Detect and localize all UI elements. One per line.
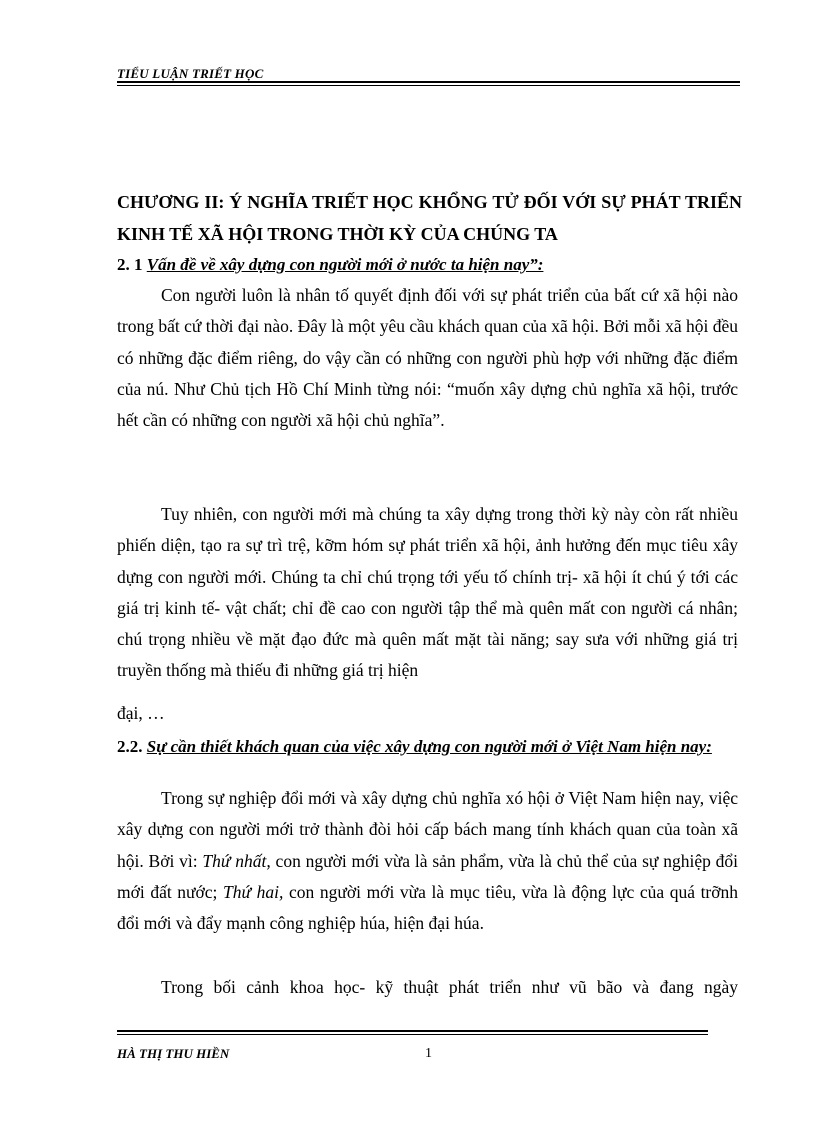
footer-author: HÀ THỊ THU HIỀN [117, 1046, 230, 1061]
section-2-paragraph-1 [117, 783, 738, 939]
section-2-emphasis-second: Thứ hai, [223, 881, 284, 902]
section-2-heading [117, 737, 742, 756]
section-2-title: Sự cần thiết khách quan của việc xây dựng con người mới ở Việt Nam hiện nay: [146, 737, 712, 756]
footer-rule [117, 1030, 708, 1032]
section-1-paragraph-1: Con người luôn là nhân tố quyết định đối với sự phát triển của bất cứ xã hội nào trong bất cứ thời đại nào. Đây là một yêu cầu khách quan của xã hội. Bởi mỗi xã hội đều có những đặc điểm riêng, do vậy cần có những con người phù hợp với những đặc điểm của nú. Như Chủ tịch Hồ Chí Minh từng nói: “muốn xây dựng chủ nghĩa xã hội, trước hết cần có những con người xã hội chủ nghĩa”. [117, 285, 738, 431]
section-2-paragraph-1-part-c: con người mới vừa là mục tiêu, vừa là động lực của quá trỡnh đổi mới và đẩy mạnh công nghiệp húa, hiện đại húa. [117, 881, 739, 934]
header-title: TIỂU LUẬN TRIẾT HỌC [117, 66, 264, 81]
section-1-paragraph-2-end: đại, … [117, 703, 165, 723]
chapter-title: CHƯƠNG II: Ý NGHĨA TRIẾT HỌC KHỔNG TỬ ĐỐI VỚI SỰ PHÁT TRIỂN KINH TẾ XÃ HỘI TRONG THỜI KỲ CỦA CHÚNG TA [117, 192, 742, 244]
section-1-number: 2. 1 [117, 255, 147, 274]
section-2-paragraph-2: Trong bối cảnh khoa học- kỹ thuật phát triển như vũ bão và đang ngày [161, 977, 738, 997]
section-1-title: Vấn đề về xây dựng con người mới ở nước ta hiện nay”: [146, 255, 544, 274]
section-1-paragraph-2: Tuy nhiên, con người mới mà chúng ta xây dựng trong thời kỳ này còn rất nhiều phiến diện, tạo ra sự trì trệ, kỡm hóm sự phát triển xã hội, ảnh hưởng đến mục tiêu xây dựng con người mới. Chúng ta chỉ chú trọng tới yếu tố chính trị- xã hội ít chú ý tới các giá trị kinh tế- vật chất; chỉ đề cao con người tập thể mà quên mất con người cá nhân; chú trọng nhiều về mặt đạo đức mà quên mất mặt tài năng; say sưa với những giá trị truyền thống mà thiếu đi những giá trị hiện [117, 504, 738, 681]
header-rule [117, 81, 740, 83]
section-2-paragraph-1-part-b: con người mới vừa là sản phẩm, vừa là chủ thể của sự nghiệp đổi mới đất nước; [117, 850, 738, 902]
header-rule-thin [117, 85, 740, 86]
footer-rule-thin [117, 1034, 708, 1035]
section-2-emphasis-first: Thứ nhất, [202, 850, 271, 871]
page-number: 1 [425, 1046, 432, 1061]
section-1-heading [117, 255, 543, 274]
section-2-paragraph-1-part-a: Trong sự nghiệp đổi mới và xây dựng chủ nghĩa xó hội ở Việt Nam hiện nay, việc xây dựng con người mới trở thành đòi hỏi cấp bách mang tính khách quan của toàn xã hội. Bởi vì: [117, 788, 738, 871]
section-2-number: 2.2. [117, 737, 147, 756]
